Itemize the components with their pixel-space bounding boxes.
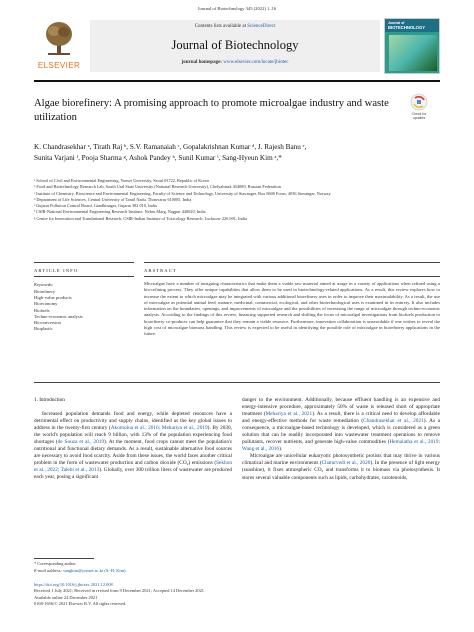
citation-link[interactable]: Sekhon et al., 2022; Talebi et al., 2013 xyxy=(34,460,232,474)
text-run: ). In the presence of light energy (sunshine), it fixes atmospheric CO₂ and transforms it to biomass via photosynthesis. It stores several valuable components such as lipids, carbohydrates, carotenoids, xyxy=(242,460,440,481)
keyword-item: Techno-economic analysis xyxy=(34,313,83,319)
email-link[interactable]: sangkim@yonsei.ac.kr (S.-H. Kim). xyxy=(63,567,127,573)
info-rule-bottom xyxy=(34,276,134,277)
homepage-line xyxy=(90,60,380,65)
publisher-name: ELSEVIER xyxy=(37,61,81,70)
contents-line xyxy=(90,24,380,29)
paragraph xyxy=(34,411,232,481)
footnotes xyxy=(34,561,334,574)
keyword-item: Bioplastic xyxy=(34,326,53,332)
citation-link[interactable]: de Souza et al., 2019 xyxy=(57,439,105,446)
cover-title: BIOTECHNOLOGY xyxy=(388,25,425,30)
citation-link[interactable]: Chaturvedi et al., 2020 xyxy=(321,460,371,467)
authors-line-2: Sunita Varjani ᶠ, Pooja Sharma ᵍ, Ashok Pandey ʰ, Sunil Kumar ⁱ, Sang-Hyeun Kim ᵃ,* xyxy=(34,154,282,163)
abstract-rule-top xyxy=(144,262,440,263)
journal-masthead xyxy=(34,18,440,74)
author-list xyxy=(34,142,440,164)
citation-link[interactable]: Mehariya et al., 2021 xyxy=(265,411,313,418)
abstract-end-rule xyxy=(34,382,440,383)
info-rule-top xyxy=(34,262,134,263)
homepage-label: journal homepage: xyxy=(181,60,222,65)
affiliations xyxy=(34,178,440,222)
keyword-item: Bioeconomy xyxy=(34,301,58,307)
affiliation-f: ᶠ CSIR-National Environmental Engineering Research Institute, Nehru Marg, Nagpur 440020, India xyxy=(34,209,206,215)
paragraph xyxy=(242,397,440,453)
article-title: Algae biorefinery: A promising approach to promote microalgae industry and waste utilization xyxy=(34,98,389,123)
cover-label: Journal of xyxy=(388,21,405,25)
affiliation-g: ᵍ Centre for Innovation and Translational Research, CSIR-Indian Institute of Toxicology Research, Lucknow 226 001, India xyxy=(34,215,247,221)
keyword-item: Bioconversion xyxy=(34,320,61,326)
email-label: E-mail address: xyxy=(34,567,63,573)
check-updates-label: Check for updates xyxy=(411,112,427,120)
footnote-rule xyxy=(34,558,94,559)
cover-image xyxy=(389,35,437,71)
text-run: ). xyxy=(279,446,283,453)
publication-details xyxy=(34,582,334,607)
text-run: ). As a consequence, a microalgae-based technology is developed, which is considered as a green solution that can be readily incorporated into wastewater treatment operations to remove pollutants, recover nutrients, and generate high-value commodities ( xyxy=(242,418,440,446)
citation-link[interactable]: Chandrasekhar et al., 2021 xyxy=(363,418,424,425)
email-line xyxy=(34,568,334,575)
paragraph xyxy=(242,453,440,481)
text-run: ). As a result, there is a critical need to develop affordable and energy-effective methods for waste remediation ( xyxy=(242,411,440,425)
affiliation-c: ᶜ Institute of Chemistry, Bioscience and Environmental Engineering, Faculty of Science and Technology, University of Stavanger, Box 8600 Forus, 4036 Stavanger, Norway xyxy=(34,190,331,196)
affiliation-d: ᵈ Department of Life Sciences, Central University of Tamil Nadu, Thiruvarur 610005, India xyxy=(34,196,192,202)
journal-cover[interactable] xyxy=(384,18,440,74)
keyword-item: Biofuels xyxy=(34,307,50,313)
text-run: ). By 2030, the world's population will reach 9 billion, with 13% of the population experiencing food shortages ( xyxy=(34,425,232,446)
article-info-heading: ARTICLE INFO xyxy=(34,268,79,273)
keywords-label: Keywords: xyxy=(34,282,54,287)
citation-link[interactable]: Hemalatha et al., 2019; Wang et al., 2016 xyxy=(242,439,440,453)
citation-link[interactable]: Akomolua et al., 2016; Mehariya et al., 2019 xyxy=(110,425,208,432)
abstract-rule-bottom xyxy=(144,276,440,277)
body-column-left xyxy=(34,411,232,481)
keywords-list xyxy=(34,289,134,332)
text-run: Increased population demands food and energy, while depleted resources have a detrimental effect on productivity and supply chains, identified as the key global issues to address in the twenty-first century ( xyxy=(34,411,232,432)
masthead-rule xyxy=(34,80,440,82)
masthead-banner xyxy=(90,20,380,72)
elsevier-logo xyxy=(34,20,84,72)
issn-copyright: 0168-1656/© 2021 Elsevier B.V. All rights reserved. xyxy=(34,600,127,606)
abstract-heading: ABSTRACT xyxy=(144,268,177,273)
homepage-link[interactable]: www.elsevier.com/locate/jbiotec xyxy=(223,60,289,65)
authors-line-1: K. Chandrasekhar ᵃ, Tirath Raj ᵇ, S.V. Ramanaiah ᶜ, Gopalakrishnan Kumar ᵈ, J. Rajesh Banu ᵉ, xyxy=(34,143,307,151)
journal-reference: Journal of Biotechnology 345 (2022) 1–16 xyxy=(197,6,277,11)
affiliation-a: ᵃ School of Civil and Environmental Engineering, Yonsei University, Seoul 03722, Republic of Korea xyxy=(34,178,209,183)
sciencedirect-link[interactable]: ScienceDirect xyxy=(247,24,276,29)
received-dates: Received 1 July 2021; Received in revised form 9 December 2021; Accepted 14 December 2021 xyxy=(34,588,204,594)
keyword-item: High-value products xyxy=(34,295,72,301)
check-for-updates-badge[interactable] xyxy=(406,93,432,121)
online-date: Available online 24 December 2021 xyxy=(34,594,98,600)
text-run: danger to the environment. Additionally, because effluent handling is an expensive and energy-intensive procedure, approximately 50% of waste is released short of appropriate treatment ( xyxy=(242,397,440,418)
doi-link[interactable]: https://doi.org/10.1016/j.jbiotec.2021.12.008 xyxy=(34,582,113,587)
body-column-right xyxy=(242,397,440,482)
affiliation-b: ᵇ Food and Biotechnology Research Lab, South Ural State University (National Research University), Chelyabinsk 454080, Russian Federation xyxy=(34,184,281,190)
text-run: ). At the moment, food crops cannot meet the population's nutritional and functional dietary demands. As a result, sustainable alternative food sources are necessary to avoid food scarcity. Aside from these issues, the world faces another critical problem in the form of wastewater production and carbon dioxide (CO₂) emissions ( xyxy=(34,439,232,467)
text-run: ). Globally, over 300 trillion liters of wastewater are produced each year, posing a significant xyxy=(34,467,232,481)
abstract-text: Microalgae have a number of intriguing characteristics that make them a viable raw material aimed at usage in a variety of applications when refined using a bio-refining process. They offer unique capabilities that allow them to be used in biotechnology-related applications. As a result, this review explores how to increase the extent to which microalgae may be integrated with various additional biorefinery uses in order to improve their maximalability. As a result, the use of microalgae as potential animal feed, manure, medicinal, commercial, ecological, and other biotechnological uses is examined in its entirety. It also includes information on the boundaries, openings, and improvements of microalgae and the possibilities of increasing the range of microalgae through techno-economic analysis. According to the findings of this review, financing supported research and shifting the focus of microalgal investigations from biofuels production to biorefinery co-products can help guarantee that they remain a viable resource. Furthermore, innovation collaboration is unavoidable if one wishes to reveal the high cost of microalgae biomass handling. This review is expected to be useful in identifying the possible role of microalgae in biorefinery applications in the future. xyxy=(144,281,440,336)
contents-prefix: Contents lists available at xyxy=(194,24,248,29)
corresponding-author-note: * Corresponding author. xyxy=(34,561,77,566)
text-run: Microalgae are unicellular eukaryotic photosynthetic protists that may thrive in various climatical and marine environments ( xyxy=(242,453,440,467)
elsevier-tree-icon xyxy=(44,20,74,56)
check-updates-icon xyxy=(406,93,432,113)
introduction-heading: 1. Introduction xyxy=(34,397,65,403)
keyword-item: Biorefinery xyxy=(34,289,56,294)
journal-title: Journal of Biotechnology xyxy=(171,38,299,52)
affiliation-e: ᵉ Gujarat Pollution Control Board, Gandhinagar, Gujarat 382 010, India xyxy=(34,203,157,209)
